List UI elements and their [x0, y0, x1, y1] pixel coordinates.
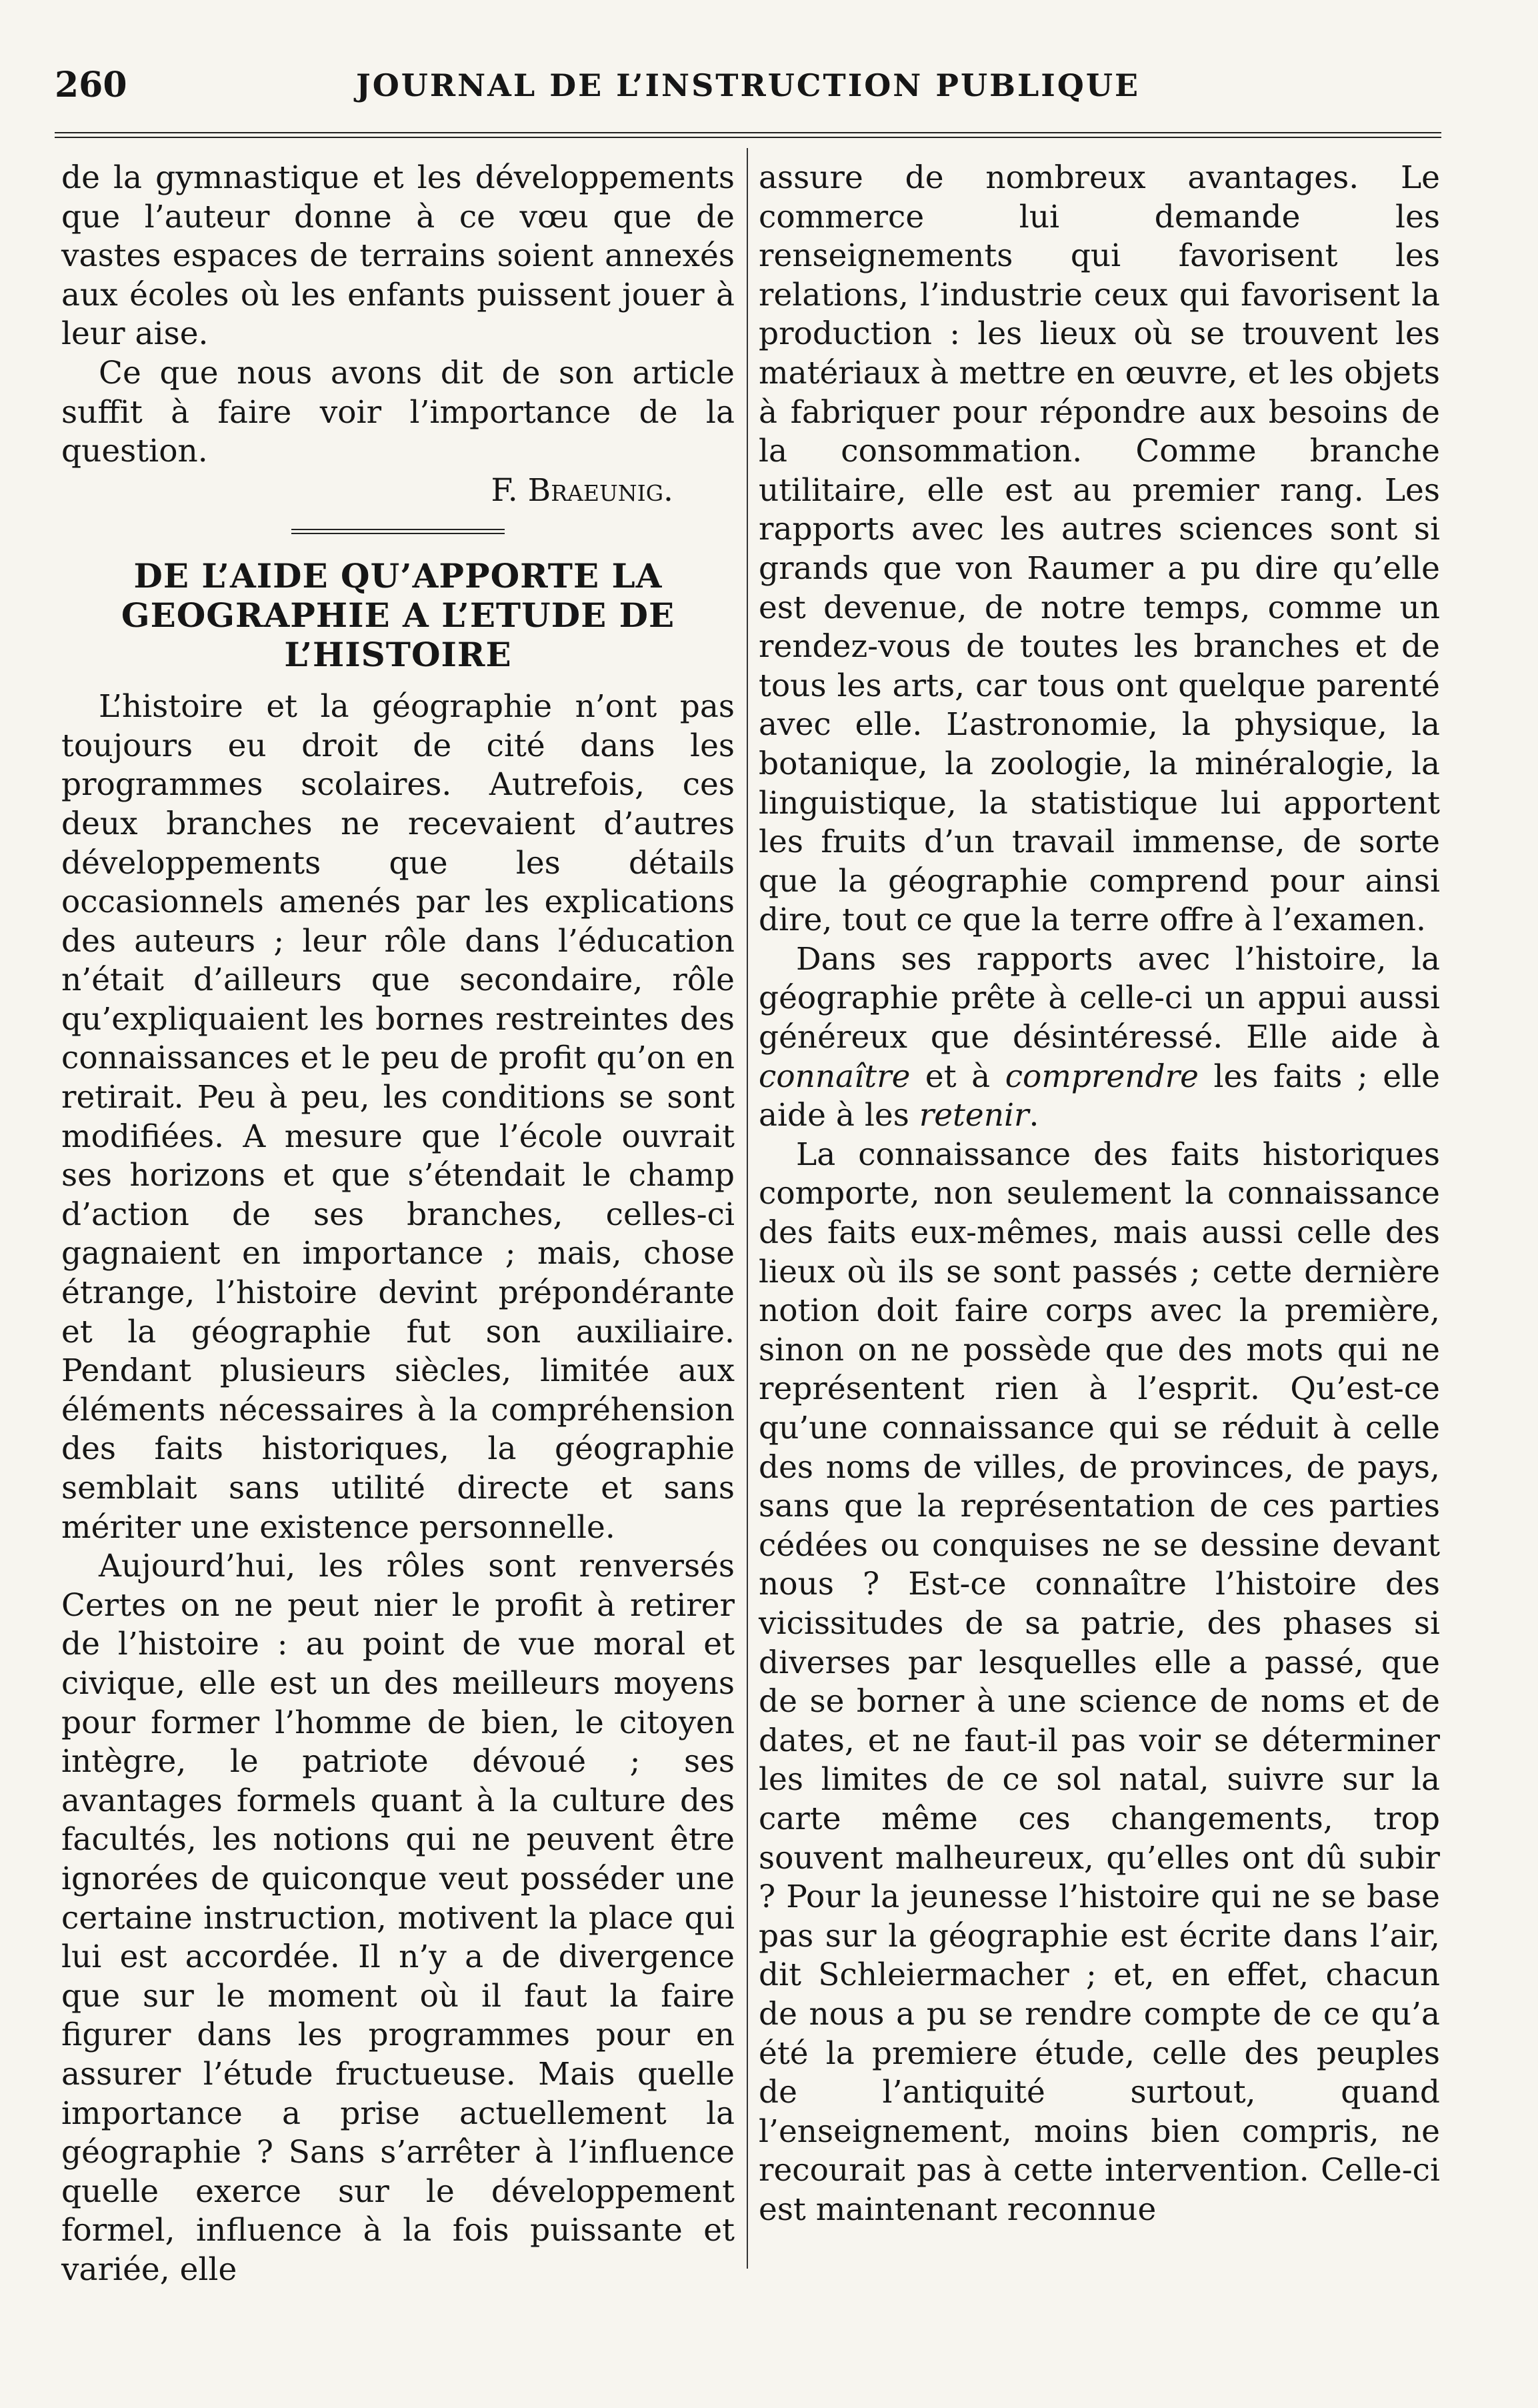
header-double-rule [55, 132, 1441, 138]
author-signature: F. Braeunig. [491, 471, 673, 509]
left-column [61, 159, 735, 2289]
running-title: JOURNAL DE L’INSTRUCTION PUBLIQUE [355, 67, 1141, 103]
paragraph: Ce que nous avons dit de son article suffit à faire voir l’importance de la question. [61, 354, 735, 470]
page-header [55, 59, 1441, 112]
page-number: 260 [55, 65, 127, 105]
paragraph: de la gymnastique et les développements que l’auteur donne à ce vœu que de vastes espaces de terrains soient annexés aux écoles où les enfants puissent jouer à leur aise. [61, 159, 735, 353]
paragraph: Aujourd’hui, les rôles sont renversés Certes on ne peut nier le profit à retirer de l’histoire : au point de vue moral et civique, elle est un des meilleurs moyens pour former l’homme de bien, le citoyen intègre, le patriote dévoué ; ses avantages formels quant à la culture des facultés, les notions qui ne peuvent être ignorées de quiconque veut posséder une certaine instruction, motivent la place qui lui est accordée. Il n’y a de divergence que sur le moment où il faut la faire figurer dans les programmes pour en assurer l’étude fructueuse. Mais quelle importance a prise actuellement la géographie ? Sans s’arrêter à l’influence quelle exerce sur le développement formel, influence à la fois puissante et variée, elle [61, 1548, 735, 2288]
text-run: les faits ; elle aide à les [759, 1058, 1440, 1134]
text-run: et à [910, 1058, 1005, 1095]
text-run: . [1029, 1097, 1039, 1134]
emphasis-connaitre: connaître [759, 1058, 911, 1095]
section-separator [291, 529, 505, 534]
column-divider [747, 148, 748, 2269]
emphasis-comprendre: comprendre [1005, 1058, 1199, 1095]
text-run: Dans ses rapports avec l’histoire, la géographie prête à celle-ci un appui aussi généreux que désintéressé. Elle aide à [759, 940, 1440, 1056]
paragraph [759, 940, 1440, 1136]
paragraph: La connaissance des faits historiques comporte, non seulement la connaissance des faits eux-mêmes, mais aussi celle des lieux où ils se sont passés ; cette dernière notion doit faire corps avec la première, sinon on ne possède que des mots qui ne représentent rien à l’esprit. Qu’est-ce qu’une connaissance qui se réduit à celle des noms de villes, de provinces, de pays, sans que la représentation de ces parties cédées ou conquises ne se dessine devant nous ? Est-ce connaître l’histoire des vicissitudes de sa patrie, des phases si diverses par lesquelles elle a passé, que de se borner à une science de noms et de dates, et ne faut-il pas voir se déterminer les limites de ce sol natal, suivre sur la carte même ces changements, trop souvent malheureux, qu’elles ont dû subir ? Pour la jeunesse l’histoire qui ne se base pas sur la géographie est écrite dans l’air, dit Schleiermacher ; et, en effet, chacun de nous a pu se rendre compte de ce qu’a été la premiere étude, celle des peuples de l’antiquité surtout, quand l’enseignement, moins bien compris, ne recourait pas à cette intervention. Celle-ci est maintenant reconnue [759, 1136, 1440, 2228]
emphasis-retenir: retenir [919, 1097, 1029, 1134]
article-title: DE L’AIDE QU’APPORTE LA GEOGRAPHIE A L’ETUDE DE L’HISTOIRE [121, 556, 675, 674]
paragraph: L’histoire et la géographie n’ont pas toujours eu droit de cité dans les programmes scolaires. Autrefois, ces deux branches ne recevaient d’autres développements que les détails occasionnels amenés par les explications des auteurs ; leur rôle dans l’éducation n’était d’ailleurs que secondaire, rôle qu’expliquaient les bornes restreintes des connaissances et le peu de profit qu’on en retirait. Peu à peu, les conditions se sont modifiées. A mesure que l’école ouvrait ses horizons et que s’étendait le champ d’action de ses branches, celles-ci gagnaient en importance ; mais, chose étrange, l’histoire devint prépondérante et la géographie fut son auxiliaire. Pendant plusieurs siècles, limitée aux éléments nécessaires à la compréhension des faits historiques, la géographie semblait sans utilité directe et sans mériter une existence personnelle. [61, 688, 735, 1546]
right-column [759, 159, 1440, 2229]
paragraph: assure de nombreux avantages. Le commerce lui demande les renseignements qui favorisent les relations, l’industrie ceux qui favorisent la production : les lieux où se trouvent les matériaux à mettre en œuvre, et les objets à fabriquer pour répondre aux besoins de la consommation. Comme branche utilitaire, elle est au premier rang. Les rapports avec les autres sciences sont si grands que von Raumer a pu dire qu’elle est devenue, de notre temps, comme un rendez-vous de toutes les branches et de tous les arts, car tous ont quelque parenté avec elle. L’astronomie, la physique, la botanique, la zoologie, la minéralogie, la linguistique, la statistique lui apportent les fruits d’un travail immense, de sorte que la géographie comprend pour ainsi dire, tout ce que la terre offre à l’examen. [759, 159, 1440, 939]
